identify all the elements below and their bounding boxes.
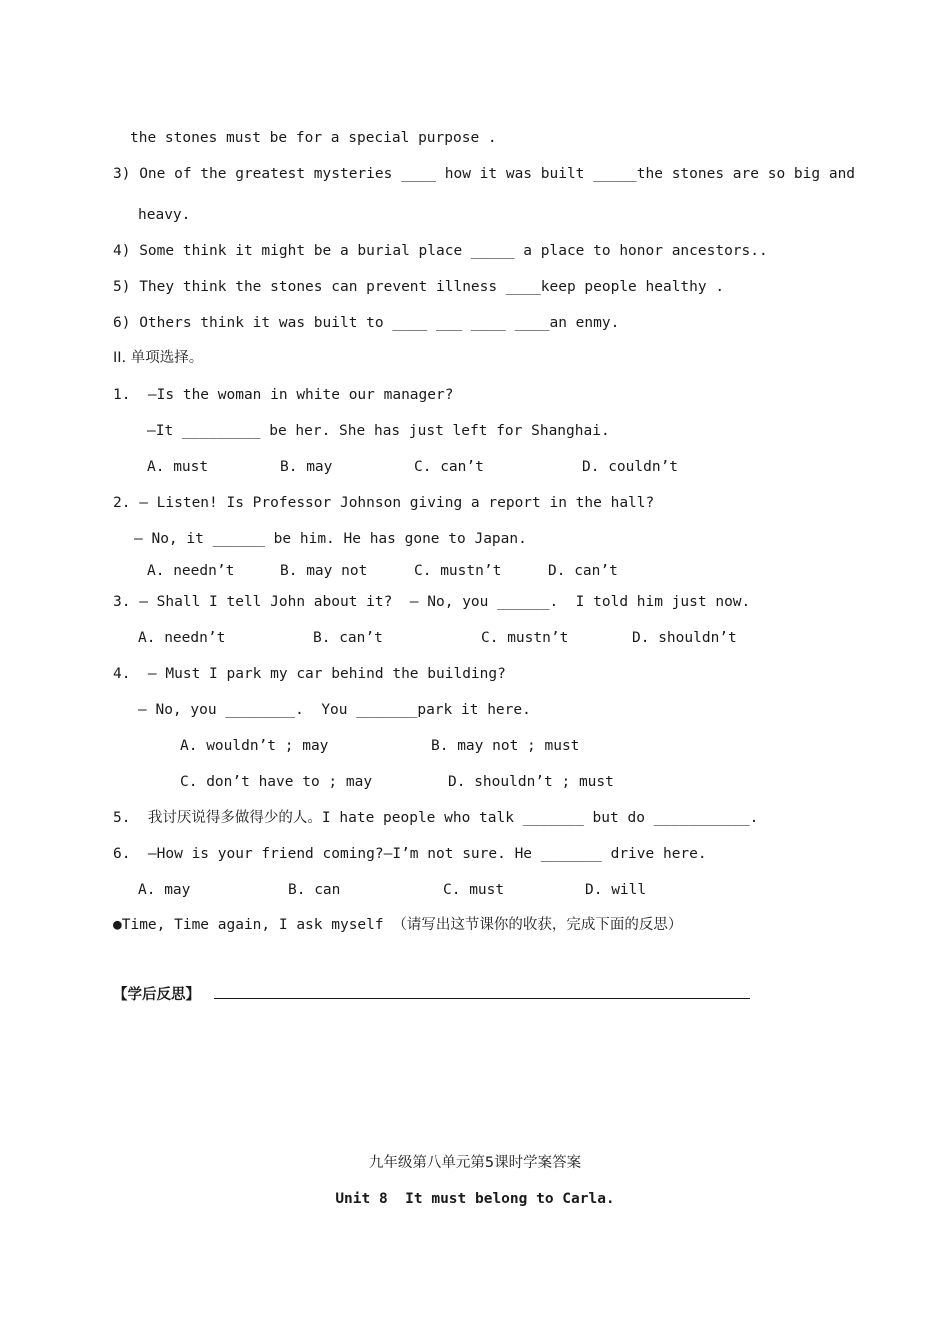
mc-1-stem: 1. —Is the woman in white our manager? (113, 387, 454, 403)
mc-1-option-d: D. couldn’t (582, 459, 679, 475)
mc-4-option-d: D. shouldn’t ; must (448, 774, 614, 790)
mc-4-stem: 4. — Must I park my car behind the building? (113, 666, 506, 682)
mc-3-option-b: B. can’t (313, 630, 383, 646)
reflection-label: 【学后反思】 (113, 987, 200, 1003)
answer-key-title: 九年级第八单元第5课时学案答案 (368, 1155, 582, 1171)
reflection-answer-line (214, 998, 750, 999)
mc-3-option-d: D. shouldn’t (632, 630, 737, 646)
question-3-line2: heavy. (138, 207, 191, 223)
mc-2-option-b: B. may not (280, 563, 368, 579)
mc-6-option-a: A. may (138, 882, 191, 898)
mc-6-option-d: D. will (585, 882, 647, 898)
mc-1-option-a: A. must (147, 459, 209, 475)
question-5: 5) They think the stones can prevent illness ____keep people healthy . (113, 279, 725, 295)
mc-2-option-a: A. needn’t (147, 563, 235, 579)
mc-4-option-c: C. don’t have to ; may (180, 774, 373, 790)
mc-1-option-b: B. may (280, 459, 333, 475)
reflection-prompt: ●Time, Time again, I ask myself （请写出这节课你的收获，完成下面的反思） (113, 917, 683, 933)
mc-6-option-b: B. can (288, 882, 341, 898)
mc-1-option-c: C. can’t (414, 459, 484, 475)
unit-title: Unit 8 It must belong to Carla. (335, 1191, 615, 1207)
mc-4-option-b: B. may not ; must (431, 738, 580, 754)
mc-2-option-d: D. can’t (548, 563, 618, 579)
mc-3-stem: 3. — Shall I tell John about it? — No, you ______. I told him just now. (113, 594, 751, 610)
mc-2-answer: — No, it ______ be him. He has gone to Japan. (134, 531, 527, 547)
question-4: 4) Some think it might be a burial place _____ a place to honor ancestors.. (113, 243, 768, 259)
text-line: the stones must be for a special purpose . (130, 130, 497, 146)
mc-2-option-c: C. mustn’t (414, 563, 502, 579)
mc-6-option-c: C. must (443, 882, 505, 898)
section-heading: II. 单项选择。 (113, 350, 204, 366)
mc-5-stem: 5. 我讨厌说得多做得少的人。I hate people who talk _______ but do ___________. (113, 810, 759, 826)
mc-1-answer: —It _________ be her. She has just left for Shanghai. (147, 423, 610, 439)
question-6: 6) Others think it was built to ____ ___ ____ ____an enmy. (113, 315, 620, 331)
mc-4-option-a: A. wouldn’t ; may (180, 738, 329, 754)
question-3-line1: 3) One of the greatest mysteries ____ how it was built _____the stones are so big and (113, 166, 856, 182)
mc-4-answer: — No, you ________. You _______park it here. (138, 702, 531, 718)
mc-3-option-c: C. mustn’t (481, 630, 569, 646)
mc-2-stem: 2. — Listen! Is Professor Johnson giving a report in the hall? (113, 495, 655, 511)
mc-6-stem: 6. —How is your friend coming?—I’m not sure. He _______ drive here. (113, 846, 707, 862)
mc-3-option-a: A. needn’t (138, 630, 226, 646)
